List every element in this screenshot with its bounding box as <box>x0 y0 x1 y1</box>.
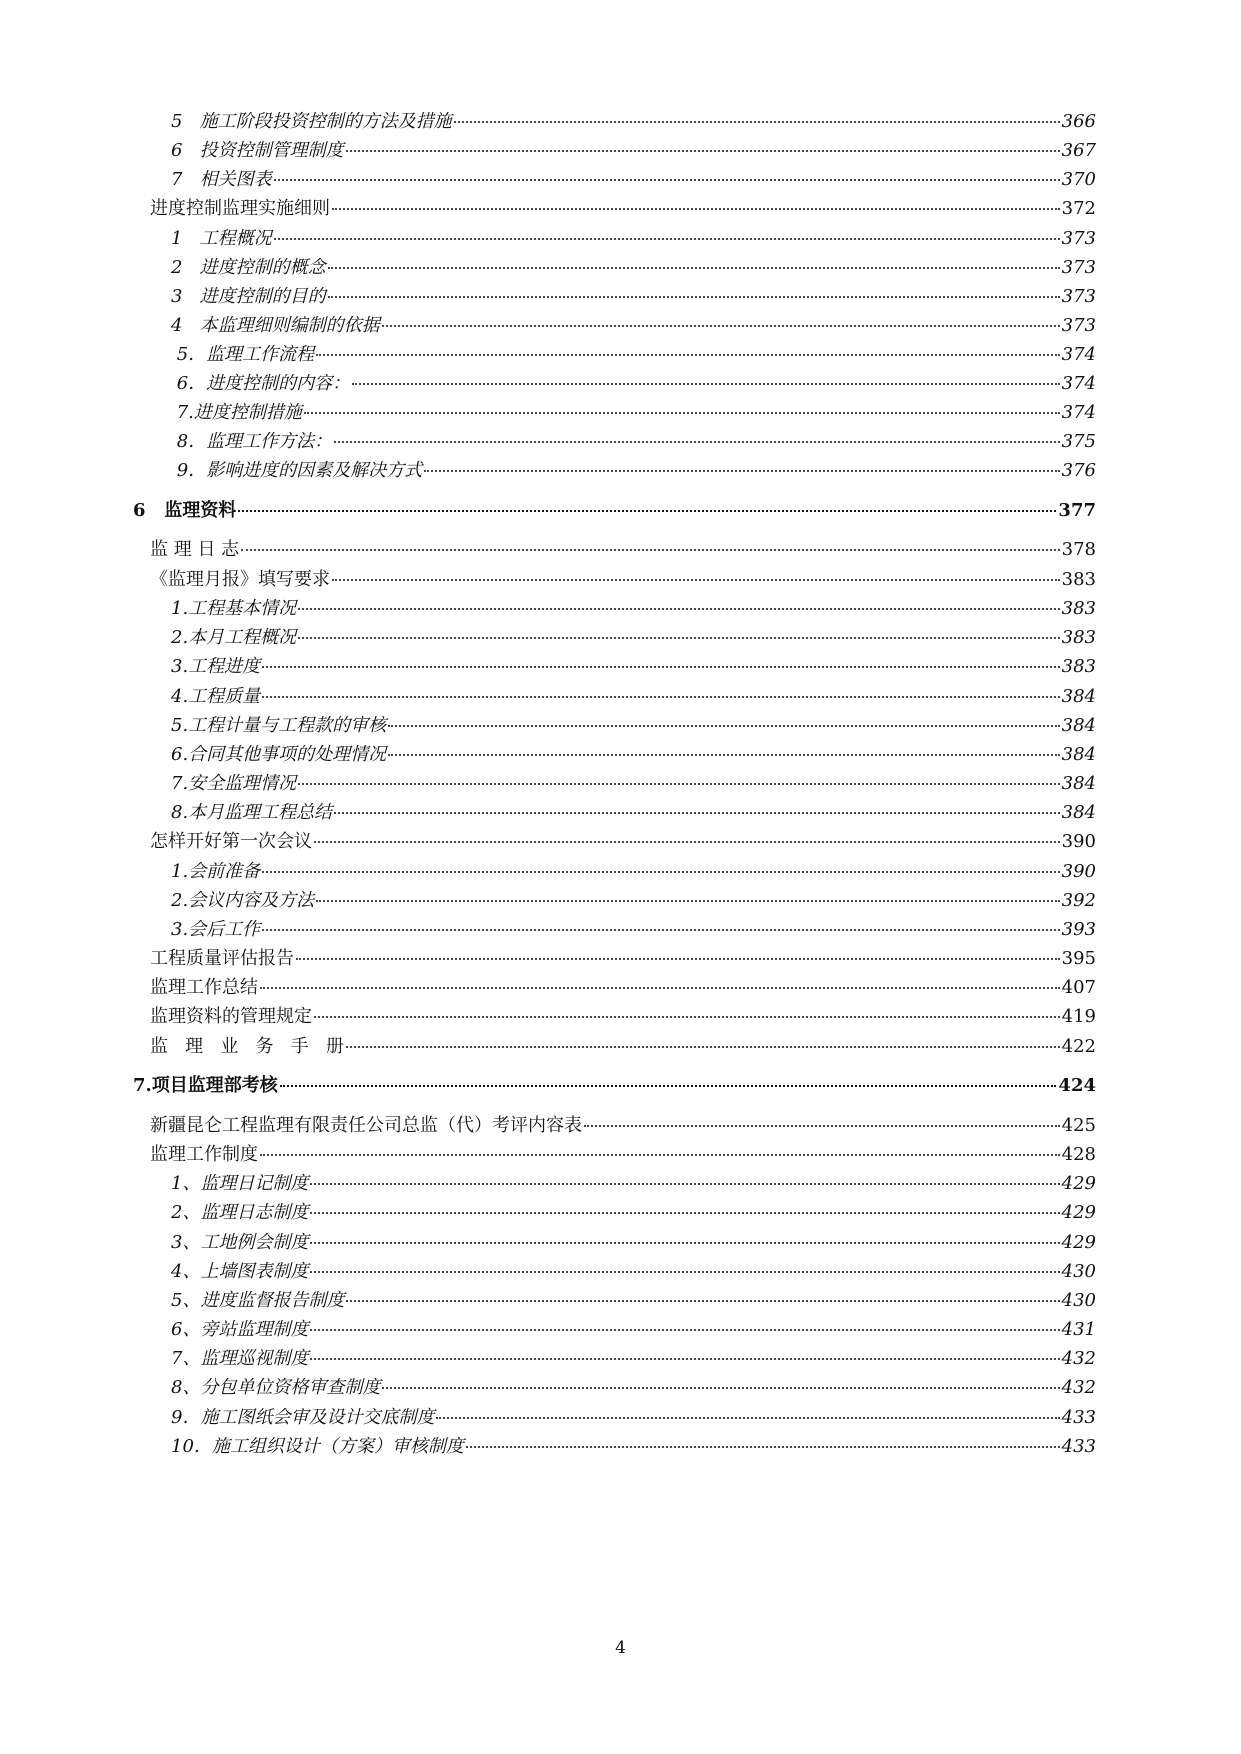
dot-leader <box>274 237 1060 240</box>
toc-entry[interactable] <box>171 314 1096 338</box>
toc-entry-page: 433 <box>1061 1436 1096 1457</box>
toc-entry-title: 2 进度控制的概念 <box>171 257 326 278</box>
toc-entry-title: 2.本月工程概况 <box>171 627 297 648</box>
toc-entry[interactable] <box>171 860 1096 884</box>
toc-entry-page: 375 <box>1061 431 1096 452</box>
dot-leader <box>352 382 1059 385</box>
dot-leader <box>346 1045 1060 1048</box>
toc-entry-page: 431 <box>1061 1319 1096 1340</box>
toc-entry[interactable] <box>171 110 1096 134</box>
toc-entry[interactable] <box>171 655 1096 679</box>
dot-leader <box>332 578 1060 581</box>
toc-entry[interactable] <box>150 976 1096 1000</box>
page-number: 4 <box>615 1638 626 1658</box>
dot-leader <box>310 1328 1059 1331</box>
toc-entry-title: 9．影响进度的因素及解决方式 <box>171 460 423 481</box>
dot-leader <box>316 353 1059 356</box>
dot-leader <box>328 295 1060 298</box>
toc-entry-page: 384 <box>1061 773 1096 794</box>
toc-entry-page: 384 <box>1061 802 1096 823</box>
toc-entry[interactable] <box>171 1435 1096 1459</box>
dot-leader <box>310 1270 1059 1273</box>
dot-leader <box>424 469 1059 472</box>
toc-entry-title: 监理工作制度 <box>150 1144 258 1165</box>
toc-entry-page: 392 <box>1061 890 1096 911</box>
toc-entry-page: 370 <box>1061 169 1096 190</box>
toc-entry[interactable] <box>150 1005 1096 1029</box>
toc-entry[interactable] <box>171 1231 1096 1255</box>
toc-entry[interactable] <box>171 1376 1096 1400</box>
dot-leader <box>298 782 1059 785</box>
dot-leader <box>304 411 1060 414</box>
toc-entry-page: 395 <box>1061 948 1096 969</box>
toc-entry-title: 4.工程质量 <box>171 686 261 707</box>
dot-leader <box>328 266 1060 269</box>
dot-leader <box>241 548 1059 551</box>
dot-leader <box>238 509 1056 512</box>
toc-entry-title: 7、监理巡视制度 <box>171 1348 309 1369</box>
toc-entry-page: 432 <box>1061 1377 1096 1398</box>
toc-entry-title: 监 理 业 务 手 册 <box>150 1036 344 1057</box>
toc-entry-title: 监 理 日 志 <box>150 539 240 560</box>
toc-entry[interactable] <box>171 626 1096 650</box>
toc-entry-page: 429 <box>1061 1202 1096 1223</box>
toc-entry-title: 5 施工阶段投资控制的方法及措施 <box>171 111 452 132</box>
toc-entry-title: 6 监理资料 <box>133 500 237 521</box>
toc-entry[interactable] <box>171 256 1096 280</box>
toc-entry-title: 8、分包单位资格审查制度 <box>171 1377 381 1398</box>
dot-leader <box>262 695 1059 698</box>
toc-entry[interactable] <box>171 343 1096 367</box>
toc-entry-title: 7 相关图表 <box>171 169 272 190</box>
toc-entry-page: 430 <box>1061 1290 1096 1311</box>
toc-entry-page: 425 <box>1061 1115 1096 1136</box>
toc-entry[interactable] <box>171 168 1096 192</box>
toc-entry-title: 工程质量评估报告 <box>150 948 294 969</box>
toc-entry[interactable] <box>171 1406 1096 1430</box>
toc-entry-page: 374 <box>1061 344 1096 365</box>
dot-leader <box>388 724 1059 727</box>
toc-entry-page: 430 <box>1061 1261 1096 1282</box>
toc-entry-page: 422 <box>1061 1036 1096 1057</box>
toc-entry-title: 8．监理工作方法： <box>171 431 333 452</box>
toc-entry-title: 7.项目监理部考核 <box>133 1075 278 1096</box>
toc-entry-title: 6、旁站监理制度 <box>171 1319 309 1340</box>
toc-entry-title: 3、工地例会制度 <box>171 1232 309 1253</box>
toc-entry-title: 1.工程基本情况 <box>171 598 297 619</box>
toc-entry-title: 6.合同其他事项的处理情况 <box>171 744 387 765</box>
dot-leader <box>334 811 1059 814</box>
toc-entry-title: 4、上墙图表制度 <box>171 1261 309 1282</box>
toc-entry-title: 1 工程概况 <box>171 228 272 249</box>
toc-entry-title: 1.会前准备 <box>171 861 261 882</box>
dot-leader <box>454 120 1060 123</box>
toc-entry-page: 373 <box>1061 228 1096 249</box>
toc-entry-page: 384 <box>1061 686 1096 707</box>
toc-entry-page: 428 <box>1061 1144 1096 1165</box>
dot-leader <box>314 1015 1060 1018</box>
toc-entry-page: 384 <box>1061 744 1096 765</box>
dot-leader <box>346 1299 1059 1302</box>
toc-entry[interactable] <box>171 459 1096 483</box>
dot-leader <box>388 753 1059 756</box>
toc-entry-page: 390 <box>1061 861 1096 882</box>
toc-entry-title: 3.工程进度 <box>171 656 261 677</box>
toc-entry[interactable] <box>171 285 1096 309</box>
toc-entry-page: 374 <box>1061 373 1096 394</box>
toc-entry-title: 10．施工组织设计（方案）审核制度 <box>171 1436 464 1457</box>
toc-entry-title: 5、进度监督报告制度 <box>171 1290 345 1311</box>
toc-entry-title: 监理工作总结 <box>150 977 258 998</box>
dot-leader <box>260 1153 1060 1156</box>
dot-leader <box>260 986 1060 989</box>
dot-leader <box>314 840 1060 843</box>
dot-leader <box>310 1211 1059 1214</box>
toc-entry[interactable] <box>171 1347 1096 1371</box>
toc-entry[interactable] <box>171 139 1096 163</box>
toc-entry[interactable] <box>171 772 1096 796</box>
toc-entry-page: 383 <box>1061 627 1096 648</box>
toc-entry-title: 8.本月监理工程总结 <box>171 802 333 823</box>
toc-entry-page: 377 <box>1058 500 1096 521</box>
toc-entry-title: 9．施工图纸会审及设计交底制度 <box>171 1407 435 1428</box>
dot-leader <box>298 607 1059 610</box>
dot-leader <box>382 324 1060 327</box>
toc-entry-title: 5．监理工作流程 <box>171 344 315 365</box>
toc-entry-title: 5.工程计量与工程款的审核 <box>171 715 387 736</box>
toc-entry-page: 373 <box>1061 286 1096 307</box>
toc-entry[interactable] <box>133 1074 1096 1098</box>
toc-entry[interactable] <box>150 1114 1096 1138</box>
toc-entry-title: 2、监理日志制度 <box>171 1202 309 1223</box>
toc-entry-page: 393 <box>1061 919 1096 940</box>
toc-entry-page: 419 <box>1061 1006 1096 1027</box>
dot-leader <box>584 1124 1060 1127</box>
dot-leader <box>334 440 1059 443</box>
toc-entry[interactable] <box>171 801 1096 825</box>
toc-entry-page: 373 <box>1061 315 1096 336</box>
dot-leader <box>298 636 1059 639</box>
toc-entry[interactable] <box>171 714 1096 738</box>
dot-leader <box>280 1084 1057 1087</box>
toc-entry-page: 376 <box>1061 460 1096 481</box>
dot-leader <box>382 1386 1059 1389</box>
toc-entry[interactable] <box>171 1201 1096 1225</box>
toc-entry[interactable] <box>171 743 1096 767</box>
toc-entry-page: 378 <box>1061 539 1096 560</box>
toc-entry-title: 6．进度控制的内容： <box>171 373 351 394</box>
toc-entry[interactable] <box>150 830 1096 854</box>
toc-entry-page: 424 <box>1058 1075 1096 1096</box>
toc-entry[interactable] <box>171 372 1096 396</box>
toc-entry-title: 7.安全监理情况 <box>171 773 297 794</box>
dot-leader <box>262 665 1059 668</box>
toc-entry-title: 新疆昆仑工程监理有限责任公司总监（代）考评内容表 <box>150 1115 582 1136</box>
toc-entry[interactable] <box>171 430 1096 454</box>
toc-entry[interactable] <box>150 1143 1096 1167</box>
toc-entry[interactable] <box>171 1289 1096 1313</box>
toc-entry-page: 429 <box>1061 1173 1096 1194</box>
toc-entry-title: 1、监理日记制度 <box>171 1173 309 1194</box>
toc-entry-page: 390 <box>1061 831 1096 852</box>
toc-entry-title: 6 投资控制管理制度 <box>171 140 344 161</box>
toc-entry-title: 进度控制监理实施细则 <box>150 198 330 219</box>
dot-leader <box>466 1445 1060 1448</box>
toc-entry-title: 7.进度控制措施 <box>171 402 302 423</box>
toc-entry[interactable] <box>150 538 1096 562</box>
toc-entry[interactable] <box>150 197 1096 221</box>
dot-leader <box>310 1241 1059 1244</box>
toc-entry-title: 监理资料的管理规定 <box>150 1006 312 1027</box>
toc-entry-page: 384 <box>1061 715 1096 736</box>
toc-entry-page: 367 <box>1061 140 1096 161</box>
toc-entry[interactable] <box>171 889 1096 913</box>
dot-leader <box>346 149 1060 152</box>
toc-entry[interactable] <box>171 918 1096 942</box>
toc-entry[interactable] <box>171 685 1096 709</box>
dot-leader <box>262 928 1059 931</box>
toc-entry[interactable] <box>171 227 1096 251</box>
dot-leader <box>332 207 1060 210</box>
toc-entry-page: 429 <box>1061 1232 1096 1253</box>
toc-entry-title: 2.会议内容及方法 <box>171 890 315 911</box>
toc-entry[interactable] <box>150 1035 1096 1059</box>
toc-entry[interactable] <box>171 1172 1096 1196</box>
dot-leader <box>316 899 1059 902</box>
toc-entry-title: 怎样开好第一次会议 <box>150 831 312 852</box>
toc-entry[interactable] <box>150 568 1096 592</box>
toc-entry-page: 433 <box>1061 1407 1096 1428</box>
toc-entry[interactable] <box>150 947 1096 971</box>
dot-leader <box>436 1416 1059 1419</box>
toc-entry-page: 432 <box>1061 1348 1096 1369</box>
dot-leader <box>274 178 1060 181</box>
toc-entry-page: 383 <box>1061 569 1096 590</box>
toc-entry-title: 3 进度控制的目的 <box>171 286 326 307</box>
toc-entry[interactable] <box>133 499 1096 523</box>
dot-leader <box>296 957 1060 960</box>
toc-entry-title: 《监理月报》填写要求 <box>150 569 330 590</box>
toc-entry-title: 4 本监理细则编制的依据 <box>171 315 380 336</box>
toc-entry[interactable] <box>171 597 1096 621</box>
toc-entry-page: 366 <box>1061 111 1096 132</box>
dot-leader <box>310 1182 1059 1185</box>
toc-entry-page: 373 <box>1061 257 1096 278</box>
toc-entry-page: 407 <box>1061 977 1096 998</box>
toc-entry[interactable] <box>171 1318 1096 1342</box>
toc-entry-page: 383 <box>1061 656 1096 677</box>
toc-entry[interactable] <box>171 1260 1096 1284</box>
toc-entry-page: 372 <box>1061 198 1096 219</box>
dot-leader <box>310 1357 1059 1360</box>
toc-entry[interactable] <box>171 401 1096 425</box>
toc-entry-page: 374 <box>1061 402 1096 423</box>
toc-entry-title: 3.会后工作 <box>171 919 261 940</box>
toc-entry-page: 383 <box>1061 598 1096 619</box>
dot-leader <box>262 870 1059 873</box>
